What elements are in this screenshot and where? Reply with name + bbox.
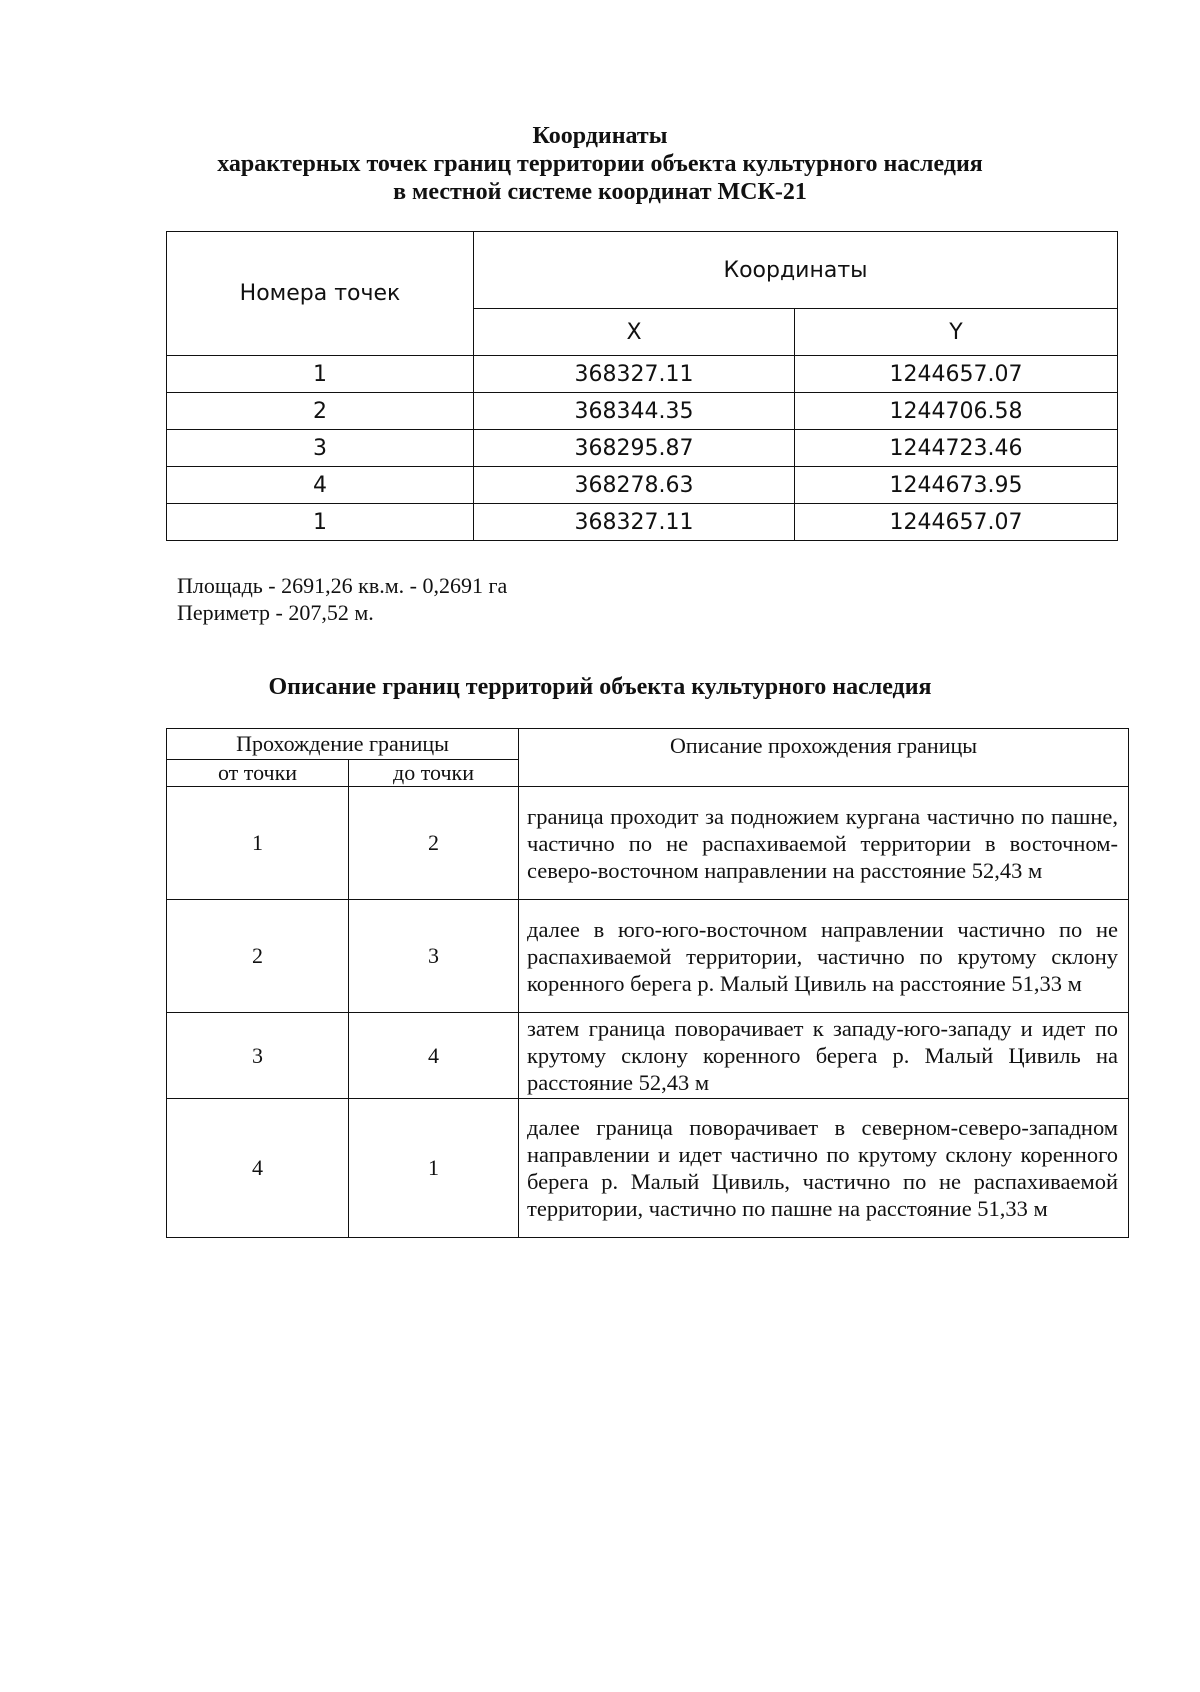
- to-point: 2: [349, 787, 519, 900]
- perimeter-text: Периметр - 207,52 м.: [177, 600, 374, 625]
- coordinates-table: [166, 231, 1118, 541]
- point-number: 2: [167, 393, 474, 430]
- table-row: [167, 787, 1129, 900]
- header-coordinates: Координаты: [474, 232, 1118, 309]
- table-row: [167, 467, 1118, 504]
- table-row: [167, 430, 1118, 467]
- coord-y: 1244657.07: [795, 356, 1118, 393]
- boundary-text: далее в юго-юго-восточном направлении частично по не распахиваемой территории, частично по крутому склону коренного берега р. Малый Цивиль на расстояние 51,33 м: [519, 900, 1129, 1013]
- from-point: 4: [167, 1099, 349, 1238]
- coord-y: 1244723.46: [795, 430, 1118, 467]
- coord-x: 368344.35: [474, 393, 795, 430]
- to-point: 3: [349, 900, 519, 1013]
- header-to-point: до точки: [349, 760, 519, 787]
- boundary-text: далее граница поворачивает в северном-северо-западном направлении и идет частично по крутому склону коренного берега р. Малый Цивиль, частично по не распахиваемой территории, частично по пашне на расстояние 51,33 м: [519, 1099, 1129, 1238]
- boundary-text: затем граница поворачивает к западу-юго-западу и идет по крутому склону коренного берега р. Малый Цивиль на расстояние 52,43 м: [519, 1013, 1129, 1099]
- point-number: 3: [167, 430, 474, 467]
- coord-y: 1244657.07: [795, 504, 1118, 541]
- header-x: X: [474, 309, 795, 356]
- coord-x: 368295.87: [474, 430, 795, 467]
- title-line-2: характерных точек границ территории объекта культурного наследия: [217, 151, 983, 177]
- from-point: 3: [167, 1013, 349, 1099]
- header-point-numbers: Номера точек: [167, 232, 474, 356]
- point-number: 1: [167, 356, 474, 393]
- coord-y: 1244673.95: [795, 467, 1118, 504]
- coord-x: 368278.63: [474, 467, 795, 504]
- boundary-description-table: [166, 728, 1129, 1238]
- table-row: [167, 504, 1118, 541]
- boundary-text: граница проходит за подножием кургана частично по пашне, частично по не распахиваемой территории в восточном-северо-восточном направлении на расстояние 52,43 м: [519, 787, 1129, 900]
- header-boundary-passage: Прохождение границы: [167, 729, 519, 760]
- coord-x: 368327.11: [474, 356, 795, 393]
- header-y: Y: [795, 309, 1118, 356]
- to-point: 4: [349, 1013, 519, 1099]
- table-row: [167, 900, 1129, 1013]
- from-point: 2: [167, 900, 349, 1013]
- table-row: [167, 1099, 1129, 1238]
- point-number: 1: [167, 504, 474, 541]
- from-point: 1: [167, 787, 349, 900]
- point-number: 4: [167, 467, 474, 504]
- header-boundary-description: Описание прохождения границы: [519, 729, 1129, 787]
- description-title: Описание границ территорий объекта культурного наследия: [268, 674, 932, 700]
- header-from-point: от точки: [167, 760, 349, 787]
- coord-y: 1244706.58: [795, 393, 1118, 430]
- title-line-1: Координаты: [532, 123, 668, 149]
- table-row: [167, 1013, 1129, 1099]
- area-text: Площадь - 2691,26 кв.м. - 0,2691 га: [177, 573, 508, 598]
- area-summary: [177, 572, 507, 626]
- coord-x: 368327.11: [474, 504, 795, 541]
- title-line-3: в местной системе координат МСК-21: [393, 179, 807, 205]
- to-point: 1: [349, 1099, 519, 1238]
- table-row: [167, 393, 1118, 430]
- document-title: [0, 122, 1200, 206]
- table-row: [167, 356, 1118, 393]
